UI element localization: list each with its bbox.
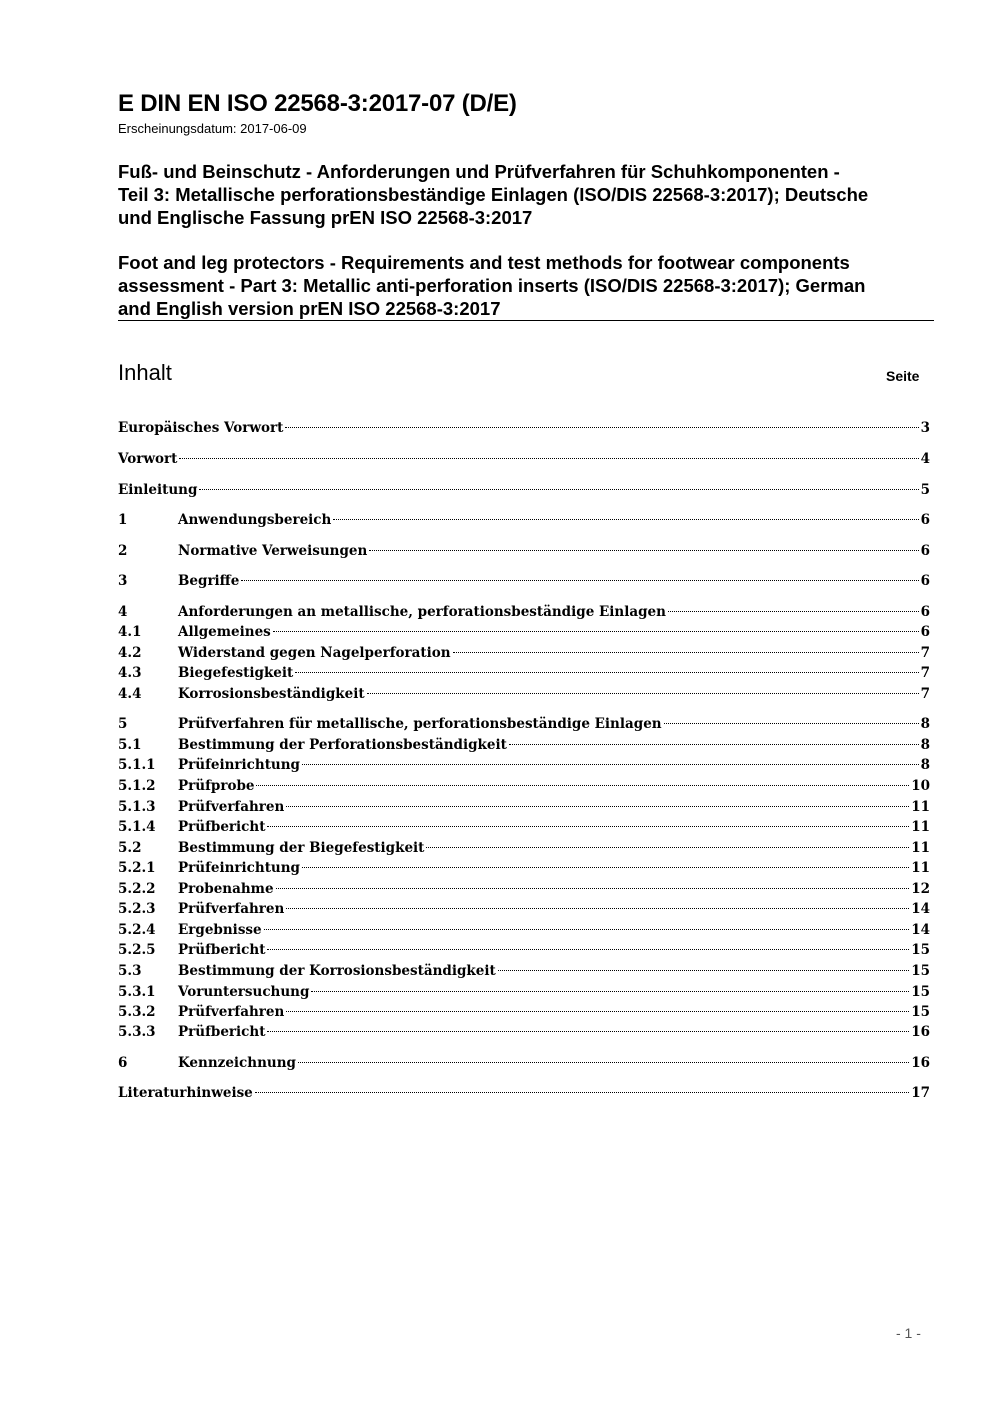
toc-entry-title: Bestimmung der Biegefestigkeit xyxy=(178,840,425,856)
toc-dot-leader xyxy=(333,519,918,520)
toc-entry-title: Anforderungen an metallische, perforationsbeständige Einlagen xyxy=(178,604,666,620)
page-number: - 1 - xyxy=(896,1325,921,1341)
toc-dot-leader xyxy=(276,888,910,889)
toc-entry[interactable] xyxy=(118,510,930,530)
toc-entry-page: 8 xyxy=(920,757,930,773)
toc-dot-leader xyxy=(256,785,909,786)
toc-entry[interactable] xyxy=(118,920,930,940)
toc-entry-number: 1 xyxy=(118,512,128,528)
toc-entry-page: 12 xyxy=(911,881,930,897)
toc-entry-number: 5.2.1 xyxy=(118,860,156,876)
toc-entry[interactable] xyxy=(118,735,930,755)
toc-entry-number: 5.1.1 xyxy=(118,757,156,773)
toc-dot-leader xyxy=(179,458,918,459)
toc-dot-leader xyxy=(255,1092,909,1093)
toc-entry-title: Voruntersuchung xyxy=(178,984,310,1000)
toc-dot-leader xyxy=(509,744,919,745)
toc-entry[interactable] xyxy=(118,622,930,642)
toc-entry[interactable] xyxy=(118,961,930,981)
toc-entry-number: 4.1 xyxy=(118,624,142,640)
toc-dot-leader xyxy=(668,611,919,612)
toc-entry-title: Probenahme xyxy=(178,881,274,897)
toc-entry-title: Prüfbericht xyxy=(178,1024,266,1040)
toc-dot-leader xyxy=(285,427,918,428)
toc-entry-page: 16 xyxy=(911,1024,930,1040)
toc-dot-leader xyxy=(199,489,918,490)
title-english xyxy=(118,251,938,320)
toc-entry[interactable] xyxy=(118,541,930,561)
toc-entry-title: Anwendungsbereich xyxy=(178,512,332,528)
toc-entry-title: Europäisches Vorwort xyxy=(118,420,284,436)
toc-entry[interactable] xyxy=(118,643,930,663)
toc-entry[interactable] xyxy=(118,480,930,500)
toc-entry-page: 15 xyxy=(911,1004,930,1020)
toc-dot-leader xyxy=(286,908,909,909)
toc-entry-page: 6 xyxy=(920,573,930,589)
toc-entry-page: 4 xyxy=(920,451,930,467)
toc-entry-number: 5.1.3 xyxy=(118,799,156,815)
toc-entry-number: 3 xyxy=(118,573,128,589)
toc-entry-title: Bestimmung der Korrosionsbeständigkeit xyxy=(178,963,496,979)
toc-entry-number: 4 xyxy=(118,604,128,620)
toc-dot-leader xyxy=(286,806,909,807)
toc-dot-leader xyxy=(264,929,910,930)
toc-entry-title: Vorwort xyxy=(118,451,178,467)
toc-entry[interactable] xyxy=(118,1053,930,1073)
toc-entry-number: 5.3.3 xyxy=(118,1024,156,1040)
toc-entry-page: 8 xyxy=(920,737,930,753)
toc-entry-page: 11 xyxy=(911,860,930,876)
toc-dot-leader xyxy=(267,826,909,827)
toc-entry-title: Prüfeinrichtung xyxy=(178,860,301,876)
toc-entry-page: 15 xyxy=(911,984,930,1000)
toc-dot-leader xyxy=(369,550,918,551)
toc-entry-title: Ergebnisse xyxy=(178,922,262,938)
toc-entry-page: 6 xyxy=(920,512,930,528)
toc-page-label: Seite xyxy=(886,368,920,384)
toc-entry-page: 7 xyxy=(920,686,930,702)
toc-entry-title: Literaturhinweise xyxy=(118,1085,253,1101)
toc-entry-page: 10 xyxy=(911,778,930,794)
toc-entry-number: 6 xyxy=(118,1055,128,1071)
toc-dot-leader xyxy=(298,1062,909,1063)
toc-dot-leader xyxy=(267,1031,909,1032)
toc-dot-leader xyxy=(295,672,918,673)
toc-dot-leader xyxy=(267,949,909,950)
toc-entry[interactable] xyxy=(118,755,930,775)
toc-entry-number: 5.3.1 xyxy=(118,984,156,1000)
toc-entry[interactable] xyxy=(118,1002,930,1022)
toc-dot-leader xyxy=(311,991,909,992)
toc-entry-number: 5.2.4 xyxy=(118,922,156,938)
toc-dot-leader xyxy=(302,764,919,765)
toc-entry[interactable] xyxy=(118,797,930,817)
toc-entry[interactable] xyxy=(118,838,930,858)
toc-entry-page: 11 xyxy=(911,819,930,835)
toc-entry-number: 4.2 xyxy=(118,645,142,661)
toc-entry-title: Begriffe xyxy=(178,573,240,589)
toc-entry-number: 5.1 xyxy=(118,737,142,753)
toc-entry-title: Prüfeinrichtung xyxy=(178,757,301,773)
toc-entry-number: 5.2.5 xyxy=(118,942,156,958)
toc-entry-page: 6 xyxy=(920,604,930,620)
toc-entry-page: 11 xyxy=(911,840,930,856)
toc-dot-leader xyxy=(664,723,919,724)
toc-entry-number: 5.2 xyxy=(118,840,142,856)
toc-entry[interactable] xyxy=(118,571,930,591)
toc-entry-title: Allgemeines xyxy=(178,624,271,640)
toc-entry[interactable] xyxy=(118,879,930,899)
toc-entry[interactable] xyxy=(118,1083,930,1103)
toc-entry-number: 4.3 xyxy=(118,665,142,681)
toc-entry-page: 7 xyxy=(920,645,930,661)
toc-entry[interactable] xyxy=(118,602,930,622)
toc-dot-leader xyxy=(367,693,919,694)
toc-entry[interactable] xyxy=(118,449,930,469)
toc-entry-title: Biegefestigkeit xyxy=(178,665,294,681)
toc-entry[interactable] xyxy=(118,858,930,878)
document-id: E DIN EN ISO 22568-3:2017-07 (D/E) xyxy=(118,90,517,117)
toc-dot-leader xyxy=(453,652,919,653)
toc-entry-page: 15 xyxy=(911,942,930,958)
toc-dot-leader xyxy=(302,867,909,868)
toc-entry[interactable] xyxy=(118,684,930,704)
toc-entry[interactable] xyxy=(118,714,930,734)
toc-entry-title: Widerstand gegen Nagelperforation xyxy=(178,645,451,661)
toc-entry-page: 11 xyxy=(911,799,930,815)
toc-dot-leader xyxy=(286,1011,909,1012)
title-en-line: assessment - Part 3: Metallic anti-perforation inserts (ISO/DIS 22568-3:2017); German xyxy=(118,275,866,296)
toc-entry[interactable] xyxy=(118,418,930,438)
toc-dot-leader xyxy=(273,631,919,632)
toc-entry-number: 5.3 xyxy=(118,963,142,979)
toc-entry-page: 8 xyxy=(920,716,930,732)
toc-entry-page: 6 xyxy=(920,624,930,640)
title-de-line: und Englische Fassung prEN ISO 22568-3:2017 xyxy=(118,207,533,228)
toc-entry-page: 17 xyxy=(911,1085,930,1101)
title-de-line: Fuß- und Beinschutz - Anforderungen und Prüfverfahren für Schuhkomponenten - xyxy=(118,161,840,182)
toc-entry-page: 15 xyxy=(911,963,930,979)
title-divider xyxy=(118,320,934,321)
toc-entry[interactable] xyxy=(118,899,930,919)
toc-dot-leader xyxy=(498,970,909,971)
toc-entry[interactable] xyxy=(118,663,930,683)
toc-entry-title: Kennzeichnung xyxy=(178,1055,296,1071)
toc-entry-title: Bestimmung der Perforationsbeständigkeit xyxy=(178,737,507,753)
toc-entry-page: 14 xyxy=(911,922,930,938)
toc-entry[interactable] xyxy=(118,982,930,1002)
toc-entry-title: Einleitung xyxy=(118,482,198,498)
toc-dot-leader xyxy=(426,847,909,848)
toc-entry-title: Normative Verweisungen xyxy=(178,543,368,559)
toc-entry-title: Korrosionsbeständigkeit xyxy=(178,686,365,702)
toc-dot-leader xyxy=(241,580,918,581)
toc-entry-title: Prüfverfahren xyxy=(178,901,285,917)
toc-entry-number: 5.1.2 xyxy=(118,778,156,794)
title-german xyxy=(118,160,938,229)
toc-entry-title: Prüfverfahren xyxy=(178,1004,285,1020)
toc-entry-number: 2 xyxy=(118,543,128,559)
toc-entry-number: 5.2.3 xyxy=(118,901,156,917)
toc-entry[interactable] xyxy=(118,776,930,796)
toc-entry-number: 5 xyxy=(118,716,128,732)
toc-entry[interactable] xyxy=(118,1022,930,1042)
toc-entry-page: 6 xyxy=(920,543,930,559)
title-de-line: Teil 3: Metallische perforationsbeständige Einlagen (ISO/DIS 22568-3:2017); Deutsche xyxy=(118,184,869,205)
toc-entry-title: Prüfverfahren für metallische, perforationsbeständige Einlagen xyxy=(178,716,662,732)
toc-entry-page: 16 xyxy=(911,1055,930,1071)
toc-entry-title: Prüfprobe xyxy=(178,778,255,794)
toc-entry-number: 5.3.2 xyxy=(118,1004,156,1020)
toc-entry-number: 4.4 xyxy=(118,686,142,702)
title-en-line: and English version prEN ISO 22568-3:2017 xyxy=(118,298,501,319)
toc-entry[interactable] xyxy=(118,940,930,960)
publication-date: Erscheinungsdatum: 2017-06-09 xyxy=(118,121,307,136)
title-en-line: Foot and leg protectors - Requirements and test methods for footwear components xyxy=(118,252,850,273)
toc-entry-number: 5.2.2 xyxy=(118,881,156,897)
toc-entry[interactable] xyxy=(118,817,930,837)
toc-entry-title: Prüfverfahren xyxy=(178,799,285,815)
toc-entry-title: Prüfbericht xyxy=(178,942,266,958)
toc-entry-title: Prüfbericht xyxy=(178,819,266,835)
toc-entry-page: 3 xyxy=(920,420,930,436)
toc-entry-page: 7 xyxy=(920,665,930,681)
toc-entry-page: 14 xyxy=(911,901,930,917)
toc-entry-number: 5.1.4 xyxy=(118,819,156,835)
toc-entry-page: 5 xyxy=(920,482,930,498)
toc-heading: Inhalt xyxy=(118,360,172,385)
